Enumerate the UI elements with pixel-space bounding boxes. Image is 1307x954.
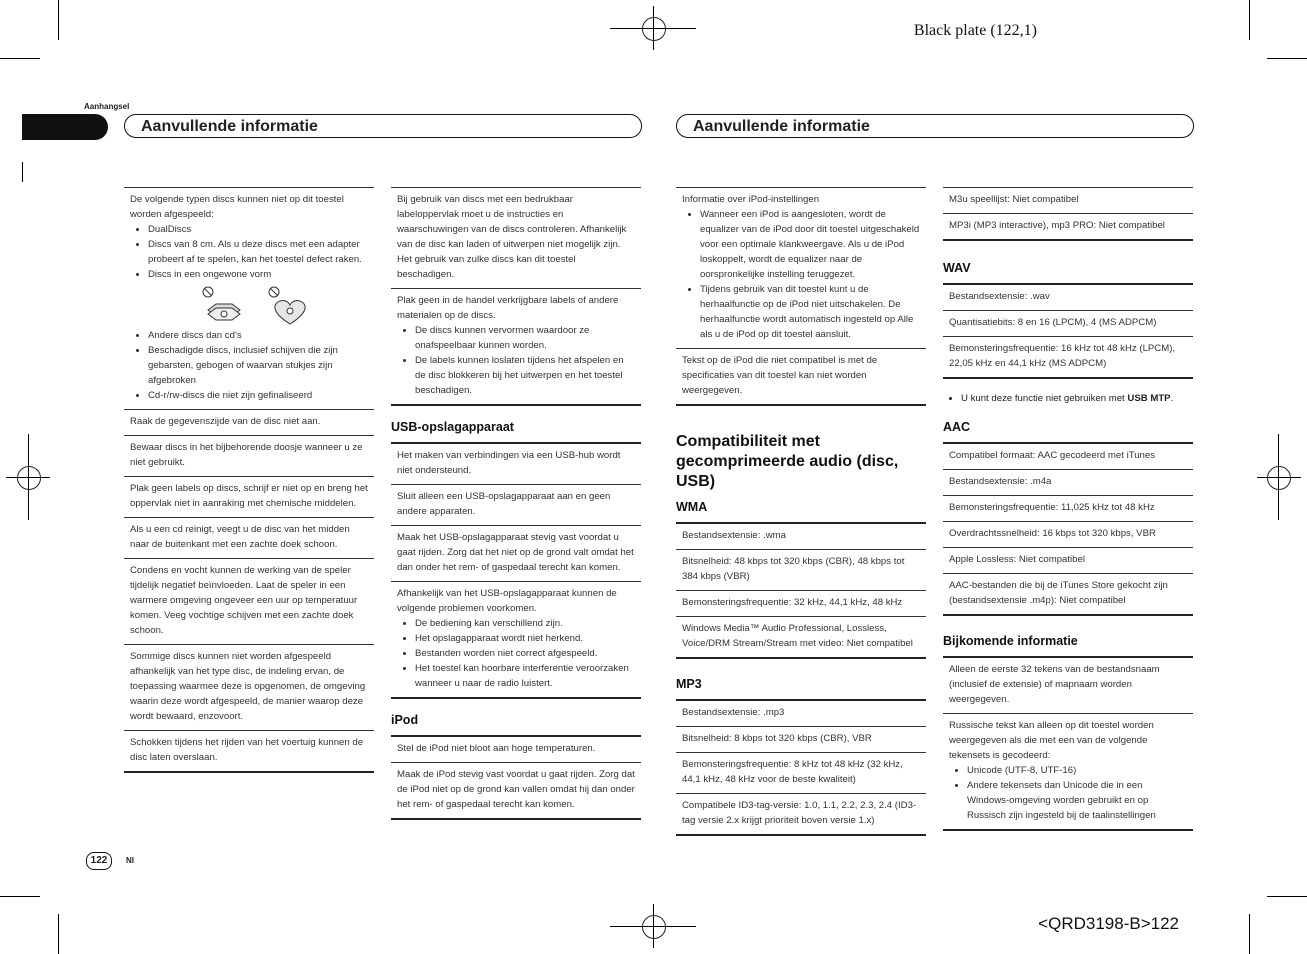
list-item: • De labels kunnen loslaten tijdens het afspelen en de disc blokkeren bij het uitwerpen en het toestel beschadigen.: [415, 353, 635, 398]
table-row: Bemonsteringsfrequentie: 11,025 kHz tot 48 kHz: [943, 495, 1193, 521]
disc-types-box: [124, 187, 374, 409]
column-1: [124, 187, 374, 773]
registration-mark-icon: [1267, 466, 1291, 490]
table-row: Bitsnelheid: 48 kbps tot 320 kbps (CBR), 48 kbps tot 384 kbps (VBR): [676, 549, 926, 590]
info-heading: Bijkomende informatie: [943, 634, 1078, 648]
list-item: • DualDiscs: [148, 222, 368, 237]
disc-illustration: [130, 282, 368, 328]
wav-note: [943, 391, 1193, 406]
divider: [676, 657, 926, 659]
wav-note-bold: USB MTP: [1127, 393, 1171, 404]
table-row: MP3i (MP3 interactive), mp3 PRO: Niet compatibel: [943, 213, 1193, 239]
wma-heading: WMA: [676, 500, 708, 514]
list-item: • Bestanden worden niet correct afgespeeld.: [415, 646, 635, 661]
table-row: Overdrachtssnelheid: 16 kbps tot 320 kbps, VBR: [943, 521, 1193, 547]
column-2: [391, 187, 641, 820]
divider: [943, 377, 1193, 379]
info-box: Het maken van verbindingen via een USB-hub wordt niet ondersteund.: [391, 442, 641, 484]
info-box: Plak geen labels op discs, schrijf er niet op en breng het oppervlak niet in aanraking met chemische middelen.: [124, 476, 374, 517]
page-title-right: Aanvullende informatie: [676, 114, 1194, 138]
crop-mark: [1249, 914, 1250, 954]
ipod-heading: iPod: [391, 713, 419, 727]
list-item: • Het toestel kan hoorbare interferentie veroorzaken wanneer u naar de radio luistert.: [415, 661, 635, 691]
info-box: Raak de gegevenszijde van de disc niet aan.: [124, 409, 374, 435]
russian-text-box: [943, 713, 1193, 829]
page-title-left: Aanvullende informatie: [124, 114, 642, 138]
list-item: • De discs kunnen vervormen waardoor ze onafspeelbaar kunnen worden.: [415, 323, 635, 353]
divider: [391, 697, 641, 699]
table-row: Bitsnelheid: 8 kbps tot 320 kbps (CBR), VBR: [676, 726, 926, 752]
crop-mark: [1267, 58, 1307, 59]
crop-mark: [0, 58, 40, 59]
divider: [391, 404, 641, 406]
language-code: Nl: [126, 856, 134, 865]
info-box: Sluit alleen een USB-opslagapparaat aan en geen andere apparaten.: [391, 484, 641, 525]
table-row: Bestandsextensie: .m4a: [943, 469, 1193, 495]
table-row: Windows Media™ Audio Professional, Lossless, Voice/DRM Stream/Stream met video: Niet compatibel: [676, 616, 926, 657]
registration-mark-icon: [17, 466, 41, 490]
list-item: • Discs van 8 cm. Als u deze discs met een adapter probeert af te spelen, kan het toestel defect raken.: [148, 237, 368, 267]
plate-label: Black plate (122,1): [913, 22, 1037, 39]
list-item: • Tijdens gebruik van dit toestel kunt u de herhaalfunctie op de iPod niet uitschakelen. De herhaalfunctie wordt automatisch ingesteld op Alle als u de iPod op dit toestel aansluit.: [700, 282, 920, 342]
mp3-heading: MP3: [676, 677, 702, 691]
crop-mark: [1249, 0, 1250, 40]
odd-shape-disc-icon: [202, 284, 246, 326]
page-number: 122: [86, 852, 112, 870]
list-item: • U kunt deze functie niet gebruiken met USB MTP.: [961, 391, 1193, 406]
crop-mark: [0, 896, 40, 897]
table-row: Bestandsextensie: .wav: [943, 283, 1193, 310]
labels-intro: Plak geen in de handel verkrijgbare labels of andere materialen op de discs.: [397, 295, 619, 321]
disc-types-intro: De volgende typen discs kunnen niet op dit toestel worden afgespeeld:: [130, 194, 344, 220]
table-row: Bemonsteringsfrequentie: 8 kHz tot 48 kHz (32 kHz, 44,1 kHz, 48 kHz voor de beste kwaliteit): [676, 752, 926, 793]
info-box: Bij gebruik van discs met een bedrukbaar labeloppervlak moet u de instructies en waarschuwingen van de discs controleren. Afhankelijk van de disc kan laden of uitwerpen niet mogelijk zijn. Het gebruik van zulke discs kan dit toestel beschadigen.: [391, 187, 641, 288]
usb-heading: USB-opslagapparaat: [391, 420, 514, 434]
divider: [676, 404, 926, 406]
table-row: Bestandsextensie: .mp3: [676, 699, 926, 726]
ipod-settings-box: [676, 187, 926, 348]
compat-heading: Compatibiliteit met gecomprimeerde audio (disc, USB): [676, 433, 899, 490]
divider: [676, 834, 926, 836]
registration-mark-icon: [642, 915, 666, 939]
info-box: Sommige discs kunnen niet worden afgespeeld afhankelijk van het type disc, de indeling ervan, de toepassing waarmee deze is opgenomen, de omgeving waarin deze wordt afgespeeld, de manier waarop deze wordt bewaard, enzovoort.: [124, 644, 374, 730]
list-item: • Cd-r/rw-discs die niet zijn gefinaliseerd: [148, 388, 368, 403]
divider: [391, 818, 641, 820]
list-item: • Wanneer een iPod is aangesloten, wordt de equalizer van de iPod door dit toestel uitgeschakeld voor een optimale klankweergave. Als u de iPod loskoppelt, wordt de equalizer naar de oorspronkelijke instelling teruggezet.: [700, 207, 920, 282]
table-row: Bemonsteringsfrequentie: 32 kHz, 44,1 kHz, 48 kHz: [676, 590, 926, 616]
table-row: Quantisatiebits: 8 en 16 (LPCM), 4 (MS ADPCM): [943, 310, 1193, 336]
crop-mark: [58, 0, 59, 40]
table-row: Bemonsteringsfrequentie: 16 kHz tot 48 kHz (LPCM), 22,05 kHz en 44,1 kHz (MS ADPCM): [943, 336, 1193, 377]
section-tag: Aanhangsel: [84, 102, 130, 111]
registration-mark-icon: [642, 17, 666, 41]
usb-problems-box: [391, 581, 641, 697]
info-box: Als u een cd reinigt, veegt u de disc van het midden naar de buitenkant met een zachte doek schoon.: [124, 517, 374, 558]
column-3: [676, 187, 926, 836]
table-row: Apple Lossless: Niet compatibel: [943, 547, 1193, 573]
list-item: • De bediening kan verschillend zijn.: [415, 616, 635, 631]
info-box: Bewaar discs in het bijbehorende doosje wanneer u ze niet gebruikt.: [124, 435, 374, 476]
divider: [943, 614, 1193, 616]
side-tick: [22, 162, 23, 182]
info-box: Stel de iPod niet bloot aan hoge temperaturen.: [391, 735, 641, 762]
list-item: • Beschadigde discs, inclusief schijven die zijn gebarsten, gebogen of waarvan stukjes zijn afgebroken: [148, 343, 368, 388]
wav-note-text: U kunt deze functie niet gebruiken met: [961, 393, 1125, 404]
russian-text-intro: Russische tekst kan alleen op dit toestel worden weergegeven als die met een van de volgende tekensets is gecodeerd:: [949, 720, 1154, 761]
aac-heading: AAC: [943, 420, 971, 434]
section-bar: [22, 114, 108, 140]
list-item: • Discs in een ongewone vorm: [148, 267, 368, 282]
divider: [943, 239, 1193, 241]
table-row: Compatibele ID3-tag-versie: 1.0, 1.1, 2.2, 2.3, 2.4 (ID3-tag versie 2.x krijgt prioriteit boven versie 1.x): [676, 793, 926, 834]
list-item: • Unicode (UTF-8, UTF-16): [967, 763, 1187, 778]
info-box: Tekst op de iPod die niet compatibel is met de specificaties van dit toestel kan niet worden weergegeven.: [676, 348, 926, 404]
usb-problems-intro: Afhankelijk van het USB-opslagapparaat kunnen de volgende problemen voorkomen.: [397, 588, 617, 614]
info-box: Schokken tijdens het rijden van het voertuig kunnen de disc laten overslaan.: [124, 730, 374, 771]
document-code: <QRD3198-B>122: [1038, 914, 1179, 933]
divider: [943, 829, 1193, 831]
info-box: Maak de iPod stevig vast voordat u gaat rijden. Zorg dat de iPod niet op de grond kan vallen omdat hij dan onder het rem- of gaspedaal terecht kan komen.: [391, 762, 641, 818]
list-item: • Andere tekensets dan Unicode die in een Windows-omgeving worden gebruikt en op Russisch zijn ingesteld bij de taalinstellingen: [967, 778, 1187, 823]
table-row: M3u speellijst: Niet compatibel: [943, 187, 1193, 213]
info-box: Condens en vocht kunnen de werking van de speler tijdelijk negatief beïnvloeden. Laat de speler in een warmere omgeving ongeveer een uur op temperatuur komen. Veeg vochtige schijven met een zachte doek schoon.: [124, 558, 374, 644]
list-item: • Andere discs dan cd’s: [148, 328, 368, 343]
divider: [124, 771, 374, 773]
table-row: Bestandsextensie: .wma: [676, 522, 926, 549]
info-box: Alleen de eerste 32 tekens van de bestandsnaam (inclusief de extensie) of mapnaam worden weergegeven.: [943, 656, 1193, 713]
ipod-settings-intro: Informatie over iPod-instellingen: [682, 194, 820, 205]
info-box: Maak het USB-opslagapparaat stevig vast voordat u gaat rijden. Zorg dat het niet op de grond valt omdat het dan onder het rem- of gaspedaal terecht kan komen.: [391, 525, 641, 581]
heart-shape-disc-icon: [268, 284, 312, 326]
wav-heading: WAV: [943, 261, 971, 275]
crop-mark: [58, 914, 59, 954]
table-row: AAC-bestanden die bij de iTunes Store gekocht zijn (bestandsextensie .m4p): Niet compatibel: [943, 573, 1193, 614]
list-item: • Het opslagapparaat wordt niet herkend.: [415, 631, 635, 646]
table-row: Compatibel formaat: AAC gecodeerd met iTunes: [943, 442, 1193, 469]
column-4: [943, 187, 1193, 831]
crop-mark: [1267, 896, 1307, 897]
labels-box: [391, 288, 641, 404]
